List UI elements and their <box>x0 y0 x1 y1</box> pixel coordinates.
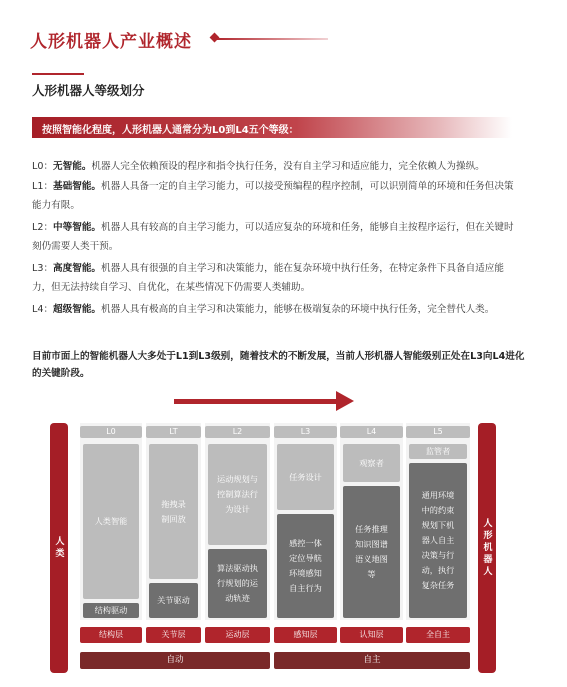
page-title: 人形机器人产业概述 <box>30 32 192 52</box>
automatic-bar: 自动 <box>80 652 270 669</box>
level-desc: 机器人具有很强的自主学习和决策能力，能在复杂环境中执行任务，在特定条件下具备自适应能力，但无法持续自学习、自优化，在某些情况下仍需要人类辅助。 <box>32 263 504 293</box>
layer-label: 关节层 <box>146 627 201 643</box>
intro-banner-text: 按照智能化程度，人形机器人通常分为L0到L4五个等级： <box>42 125 299 136</box>
capability-box: 观察者 <box>343 444 400 482</box>
capability-box: 拖拽录制回放 <box>149 444 198 579</box>
level-paragraph-l4 <box>32 300 522 319</box>
section-subtitle: 人形机器人等级划分 <box>32 83 145 98</box>
capability-box: 监管者 <box>409 444 467 459</box>
level-name: 中等智能。 <box>53 222 102 233</box>
level-name: 基础智能。 <box>53 181 102 192</box>
level-desc: 机器人具备一定的自主学习能力，可以接受预编程的程序控制，可以识别简单的环境和任务但决策能力有限。 <box>32 181 514 211</box>
level-paragraph-l0 <box>32 157 522 176</box>
level-code: L0： <box>32 161 54 172</box>
subtitle-accent-line <box>32 73 84 75</box>
progress-arrow <box>174 399 342 404</box>
summary-paragraph: 目前市面上的智能机器人大多处于L1到L3级别，随着技术的不断发展，当前人形机器人智能级别正处在L3向L4进化的关键阶段。 <box>32 351 525 379</box>
arrow-right-icon <box>336 391 354 411</box>
autonomous-bar: 自主 <box>274 652 470 669</box>
level-paragraph-l2 <box>32 218 522 256</box>
layer-label: 认知层 <box>340 627 403 643</box>
driver-box: 结构驱动 <box>83 603 139 618</box>
level-name: 高度智能。 <box>53 263 102 274</box>
layer-label: 结构层 <box>80 627 142 643</box>
level-tab-l0: L0 <box>80 426 142 438</box>
level-code: L2： <box>32 222 54 233</box>
driver-box: 关节驱动 <box>149 583 198 618</box>
level-name: 超级智能。 <box>53 304 102 315</box>
layer-label: 感知层 <box>274 627 337 643</box>
layer-label: 运动层 <box>205 627 270 643</box>
capability-box: 人类智能 <box>83 444 139 599</box>
level-paragraph-l1 <box>32 177 522 215</box>
level-tab-lt: LT <box>146 426 201 438</box>
level-name: 无智能。 <box>53 161 92 172</box>
level-desc: 机器人完全依赖预设的程序和指令执行任务，没有自主学习和适应能力，完全依赖人为操纵。 <box>91 161 485 172</box>
layer-label: 全自主 <box>406 627 470 643</box>
level-tab-l2: L2 <box>205 426 270 438</box>
level-desc: 机器人具有较高的自主学习能力，可以适应复杂的环境和任务，能够自主按程序运行，但在关键时刻仍需要人类干预。 <box>32 222 514 252</box>
capability-box: 运动规划与控制算法行为设计 <box>208 444 267 545</box>
driver-box: 通用环境中的约束规划下机器人自主决策与行动，执行复杂任务 <box>409 463 467 618</box>
level-tab-l3: L3 <box>274 426 337 438</box>
driver-box: 任务推理知识图谱语义地图等 <box>343 486 400 618</box>
level-paragraph-l3 <box>32 259 522 297</box>
capability-box: 任务设计 <box>277 444 334 510</box>
level-tab-l4: L4 <box>340 426 403 438</box>
driver-box: 感控一体定位导航环境感知自主行为 <box>277 514 334 618</box>
driver-box: 算法驱动执行规划的运动轨迹 <box>208 549 267 618</box>
level-code: L1： <box>32 181 54 192</box>
level-tab-l5: L5 <box>406 426 470 438</box>
level-desc: 机器人具有极高的自主学习和决策能力，能够在极端复杂的环境中执行任务，完全替代人类。 <box>101 304 495 315</box>
level-code: L4： <box>32 304 54 315</box>
level-code: L3： <box>32 263 54 274</box>
robot-side-bar: 人形机器人 <box>478 423 496 673</box>
title-decor-line <box>216 38 328 40</box>
human-side-bar: 人类 <box>50 423 68 673</box>
